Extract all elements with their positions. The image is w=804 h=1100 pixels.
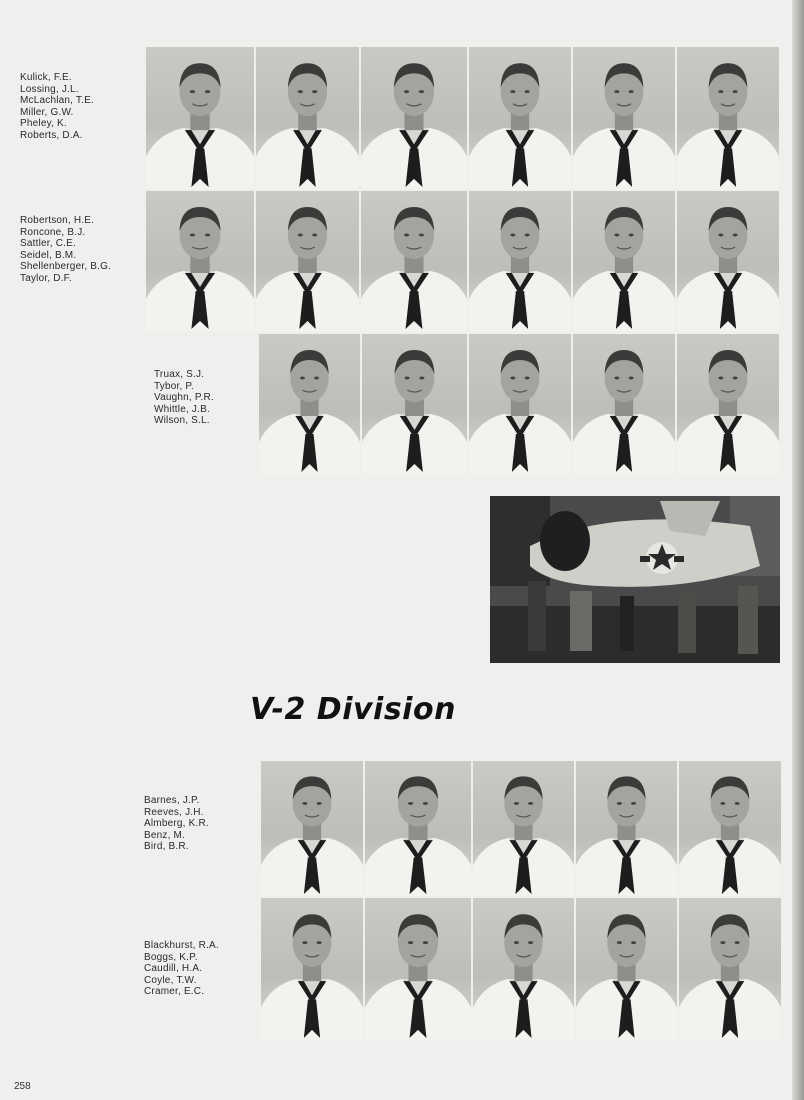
name-entry: McLachlan, T.E. [20,95,94,107]
portrait-photo [576,898,677,1040]
name-entry: Whittle, J.B. [154,403,210,415]
portrait-photo [361,47,467,189]
portrait-photo [469,191,571,331]
name-entry: Cramer, E.C. [144,986,205,998]
name-list-row-5 [144,940,219,998]
portrait-photo [256,191,359,331]
name-entry: Tybor, P. [154,380,194,392]
name-entry: Benz, M. [144,829,186,841]
name-entry: Pheley, K. [20,118,67,130]
portrait-photo [365,761,471,896]
name-entry: Boggs, K.P. [144,951,198,963]
section-title: V-2 Division [250,692,456,727]
name-entry: Vaughn, P.R. [154,392,214,404]
portrait-figure [573,191,675,331]
name-entry: Taylor, D.F. [20,272,72,284]
name-entry: Coyle, T.W. [144,974,197,986]
portrait-figure [146,191,254,331]
portrait-figure [469,334,571,474]
portrait-photo [679,898,781,1040]
portrait-figure [261,898,363,1040]
portrait-figure [469,191,571,331]
portrait-figure [573,47,675,189]
portrait-figure [677,334,779,474]
name-entry: Bird, B.R. [144,841,189,853]
portrait-photo [362,334,467,474]
name-list-row-4 [144,795,209,853]
name-entry: Kulick, F.E. [20,72,72,83]
portrait-figure [261,761,363,896]
portrait-photo [146,47,254,189]
name-list-row-1 [20,72,94,142]
portrait-figure [473,898,574,1040]
name-entry: Wilson, S.L. [154,415,210,427]
name-entry: Roncone, B.J. [20,226,86,238]
portrait-figure [256,47,359,189]
portrait-photo [473,898,574,1040]
name-entry: Miller, G.W. [20,106,74,118]
portrait-figure [677,191,779,331]
portrait-figure [361,191,467,331]
portrait-photo [573,191,675,331]
portrait-photo [573,47,675,189]
name-list-row-3 [154,369,214,427]
portrait-photo [573,334,675,474]
name-entry: Blackhurst, R.A. [144,940,219,951]
page-edge-shadow [792,0,804,1100]
name-entry: Lossing, J.L. [20,83,79,95]
portrait-figure [473,761,574,896]
aircraft-hangar-photo [490,496,780,663]
name-entry: Roberts, D.A. [20,129,83,141]
portrait-photo [473,761,574,896]
portrait-figure [256,191,359,331]
portrait-photo [469,334,571,474]
portrait-figure [365,761,471,896]
portrait-figure [259,334,360,474]
portrait-figure [361,47,467,189]
portrait-photo [259,334,360,474]
name-entry: Robertson, H.E. [20,215,95,226]
name-entry: Barnes, J.P. [144,795,200,806]
portrait-photo [365,898,471,1040]
portrait-figure [576,761,677,896]
portrait-figure [573,334,675,474]
name-entry: Shellenberger, B.G. [20,261,112,273]
name-list-row-2 [20,215,111,285]
portrait-figure [362,334,467,474]
name-entry: Reeves, J.H. [144,806,204,818]
name-entry: Almberg, K.R. [144,818,209,830]
page-number: 258 [14,1081,31,1092]
portrait-photo [677,191,779,331]
portrait-figure [576,898,677,1040]
portrait-photo [677,47,779,189]
portrait-photo [146,191,254,331]
portrait-photo [261,898,363,1040]
portrait-photo [261,761,363,896]
portrait-figure [679,761,781,896]
name-entry: Sattler, C.E. [20,238,76,250]
portrait-photo [576,761,677,896]
portrait-photo [469,47,571,189]
portrait-figure [677,47,779,189]
portrait-figure [365,898,471,1040]
portrait-photo [677,334,779,474]
name-entry: Seidel, B.M. [20,249,77,261]
portrait-photo [361,191,467,331]
portrait-photo [256,47,359,189]
portrait-figure [679,898,781,1040]
portrait-figure [469,47,571,189]
name-entry: Truax, S.J. [154,369,205,380]
portrait-photo [679,761,781,896]
name-entry: Caudill, H.A. [144,963,203,975]
portrait-figure [146,47,254,189]
